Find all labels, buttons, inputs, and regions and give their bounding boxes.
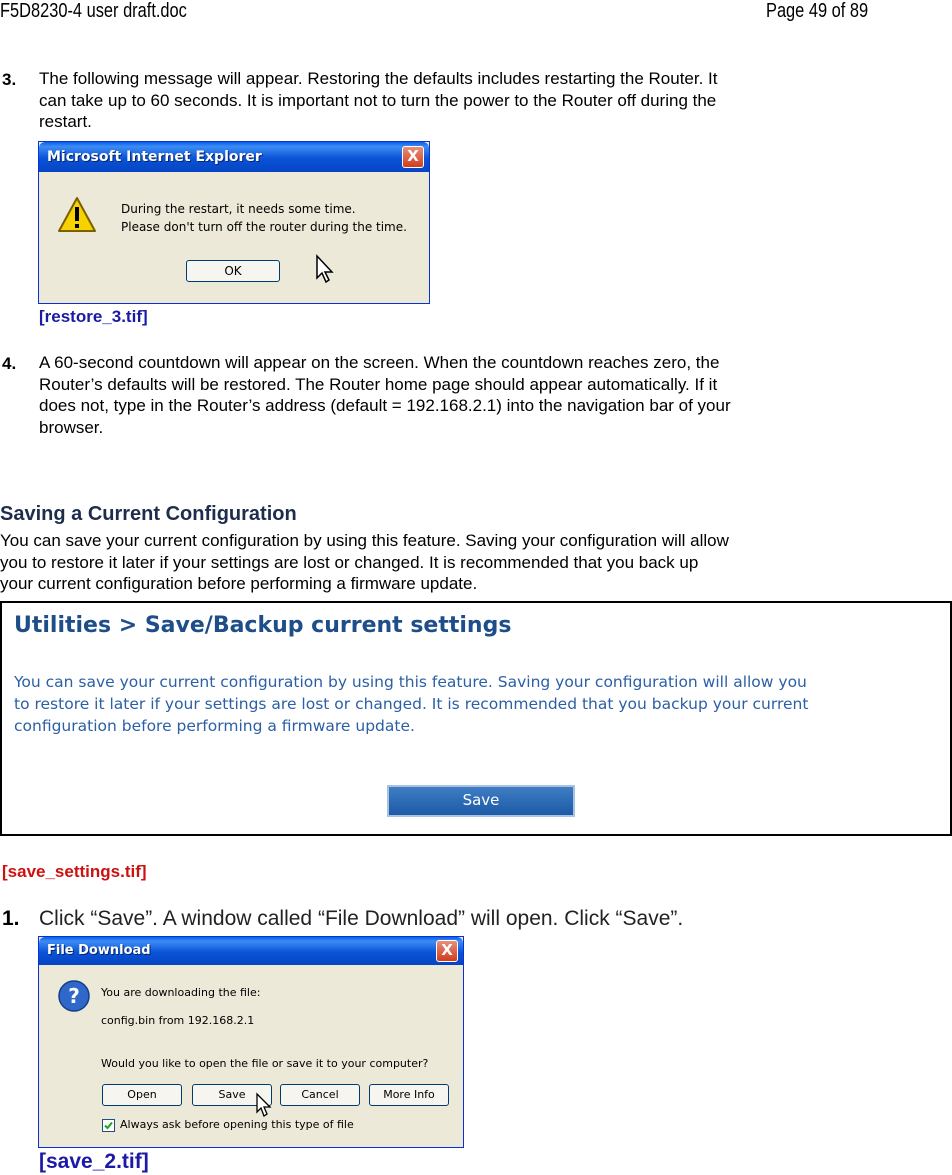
warning-icon: [57, 196, 97, 234]
open-button[interactable]: Open: [102, 1084, 182, 1106]
save-button[interactable]: Save: [387, 785, 575, 817]
section-heading: Saving a Current Configuration: [0, 503, 297, 525]
checkbox-label: Always ask before opening this type of file: [120, 1118, 354, 1131]
save-settings-panel: [0, 601, 952, 836]
download-filename: config.bin from 192.168.2.1: [101, 1014, 255, 1027]
restart-dialog: [38, 141, 430, 304]
mouse-pointer-icon: [255, 1092, 273, 1118]
panel-title: Utilities > Save/Backup current settings: [14, 613, 512, 638]
step-number: 1.: [2, 907, 20, 930]
download-line1: You are downloading the file:: [101, 986, 261, 999]
figure-caption: [save_settings.tif]: [2, 862, 147, 881]
checkmark-icon: [103, 1120, 114, 1131]
mouse-pointer-icon: [315, 254, 335, 284]
file-download-dialog: [38, 936, 464, 1148]
figure-caption: [save_2.tif]: [39, 1150, 149, 1173]
close-button[interactable]: X: [402, 146, 424, 168]
step1-text: Click “Save”. A window called “File Download” will open. Click “Save”.: [39, 907, 684, 930]
step-number: 4.: [2, 354, 17, 373]
step-number: 3.: [2, 70, 17, 89]
dialog-title: File Download: [39, 937, 463, 965]
question-icon: [56, 979, 92, 1015]
more-info-button[interactable]: More Info: [369, 1084, 449, 1106]
download-question: Would you like to open the file or save it to your computer?: [101, 1057, 429, 1070]
cancel-button[interactable]: Cancel: [280, 1084, 360, 1106]
always-ask-checkbox[interactable]: [102, 1119, 115, 1132]
document-name: F5D8230-4 user draft.doc: [0, 0, 187, 22]
figure-caption: [restore_3.tif]: [39, 307, 148, 326]
dialog-title: Microsoft Internet Explorer: [39, 142, 429, 172]
dialog-message: During the restart, it needs some time. Please don't turn off the router during the time.: [121, 202, 407, 234]
save-button[interactable]: Save: [192, 1084, 272, 1106]
step3-text: The following message will appear. Restoring the defaults includes restarting the Router. It can take up to 60 seconds. It is important not to turn the power to the Router off during the restart.: [39, 69, 718, 131]
page-number: Page 49 of 89: [766, 0, 869, 22]
panel-description: You can save your current configuration by using this feature. Saving your configuration will allow you to restore it later if your settings are lost or changed. It is recommended that you backup your current configuration before performing a firmware update.: [14, 673, 809, 735]
section-intro: You can save your current configuration by using this feature. Saving your configuration will allow you to restore it later if your settings are lost or changed. It is recommended that you back up your current configuration before performing a firmware update.: [0, 531, 729, 593]
svg-text:?: ?: [68, 984, 80, 1008]
ok-button[interactable]: OK: [186, 260, 280, 282]
step4-text: A 60-second countdown will appear on the screen. When the countdown reaches zero, the Router’s defaults will be restored. The Router home page should appear automatically. If it does not, type in the Router’s address (default = 192.168.2.1) into the navigation bar of your browser.: [39, 353, 731, 437]
close-button[interactable]: X: [436, 940, 458, 962]
